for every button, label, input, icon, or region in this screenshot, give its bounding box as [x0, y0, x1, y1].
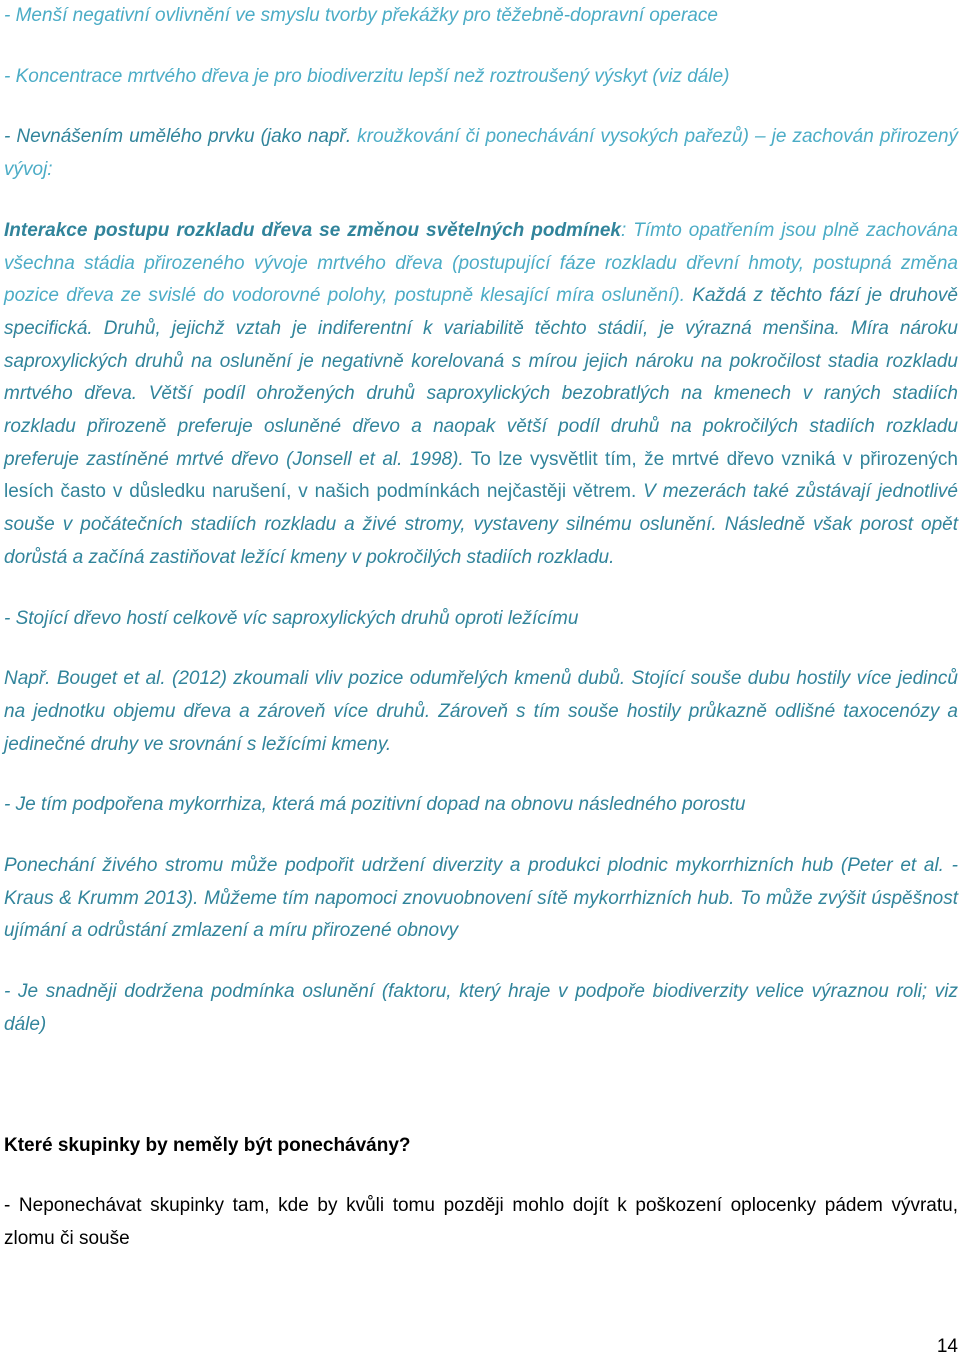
bullet-nevnaseni	[4, 121, 958, 186]
interakce-heading: Interakce postupu rozkladu dřeva se změnou světelných podmínek	[4, 219, 621, 241]
document-page	[4, 0, 958, 1256]
bouget-part2: Stojící souše dubu hostily více jedinců na jednotku objemu dřeva a zároveň více druhů.	[4, 668, 958, 722]
ponechani-part1: Ponechání živého stromu může podpořit udržení diverzity a produkci plodnic mykorrhizních hub (Peter et al. - Kraus & Krumm 2013).	[4, 855, 958, 909]
nevnaseni-part1: - Nevnášením umělého prvku (jako např.	[4, 126, 352, 148]
interakce-intro: : Tímto opatřením jsou plně zachována všechna stádia přirozeného vývoje mrtvého dřeva (postupující fáze rozkladu dřevní hmoty, postupná změna pozice dřeva ze svislé do vodorovné polohy, postupně klesající míra oslunění).	[4, 219, 958, 307]
interakce-tail: V mezerách také zůstávají jednotlivé souše v počátečních stadiích rozkladu a živé stromy, vystaveny silnému oslunění. Následně však porost opět dorůstá a začíná zastiňovat ležící kmeny v pokročilých stadiích rozkladu.	[4, 481, 958, 568]
spacer	[4, 93, 958, 121]
spacer	[4, 575, 958, 603]
question-heading: Které skupinky by neměly být ponechávány?	[4, 1134, 411, 1156]
spacer	[4, 635, 958, 663]
spacer	[4, 822, 958, 850]
bouget-part3: Zároveň s tím souše hostily průkazně odlišné taxocenózy a jedinečné druhy ve srovnání s ležícími kmeny.	[4, 700, 958, 755]
bullet-mykorrhiza: - Je tím podpořena mykorrhiza, která má pozitivní dopad na obnovu následného porostu	[4, 794, 746, 816]
spacer	[4, 33, 958, 61]
paragraph-ponechani	[4, 850, 958, 948]
paragraph-bouget	[4, 663, 958, 761]
spacer	[4, 948, 958, 976]
page-number: 14	[936, 1336, 958, 1357]
bullet-stojici: - Stojící dřevo hostí celkově víc saproxylických druhů oproti ležícímu	[4, 607, 579, 629]
bouget-part1: Např. Bouget et al. (2012) zkoumali vliv pozice odumřelých kmenů dubů.	[4, 668, 626, 690]
spacer	[4, 1042, 958, 1130]
ponechani-part3: To může zvýšit úspěšnost ujímání a odrůstání zmlazení a míru přirozené obnovy	[4, 887, 958, 942]
paragraph-interakce	[4, 215, 958, 575]
nevnaseni-part2: kroužkování či ponechávání vysokých pařezů) – je zachován přirozený vývoj:	[4, 126, 959, 181]
bullet-osluneni: - Je snadněji dodržena podmínka oslunění (faktoru, který hraje v podpoře biodiverzity velice výraznou roli; viz dále)	[4, 981, 958, 1035]
ponechani-part2: Můžeme tím napomoci znovuobnovení sítě mykorrhizních hub.	[198, 887, 735, 909]
bullet-mensi-ovlivneni: - Menší negativní ovlivnění ve smyslu tvorby překážky pro těžebně-dopravní operace	[4, 5, 718, 26]
bullet-koncentrace: - Koncentrace mrtvého dřeva je pro biodiverzitu lepší než roztroušený výskyt (viz dále)	[4, 65, 730, 87]
spacer	[4, 761, 958, 789]
spacer	[4, 1162, 958, 1190]
spacer	[4, 187, 958, 215]
interakce-plain: To lze vysvětlit tím, že mrtvé dřevo vzniká v přirozených lesích často v důsledku narušení, v našich podmínkách nejčastěji větrem.	[4, 448, 958, 503]
interakce-body: Každá z těchto fází je druhově specifická. Druhů, jejichž vztah je indiferentní k variabilitě těchto stádií, je výrazná menšina. Míra nároku saproxylických druhů na oslunění je negativně korelovaná s mírou jejich nároku na pokročilost stadia rozkladu mrtvého dřeva. Větší podíl ohrožených druhů saproxylických bezobratlých na kmenech v raných stadiích rozkladu přirozeně preferuje osluněné dřevo a naopak větší podíl druhů na pokročilých stadiích rozkladu preferuje zastíněné mrtvé dřevo (Jonsell et al. 1998).	[4, 285, 958, 470]
answer-paragraph: - Neponechávat skupinky tam, kde by kvůli tomu později mohlo dojít k poškození oplocenky pádem vývratu, zlomu či souše	[4, 1195, 958, 1249]
